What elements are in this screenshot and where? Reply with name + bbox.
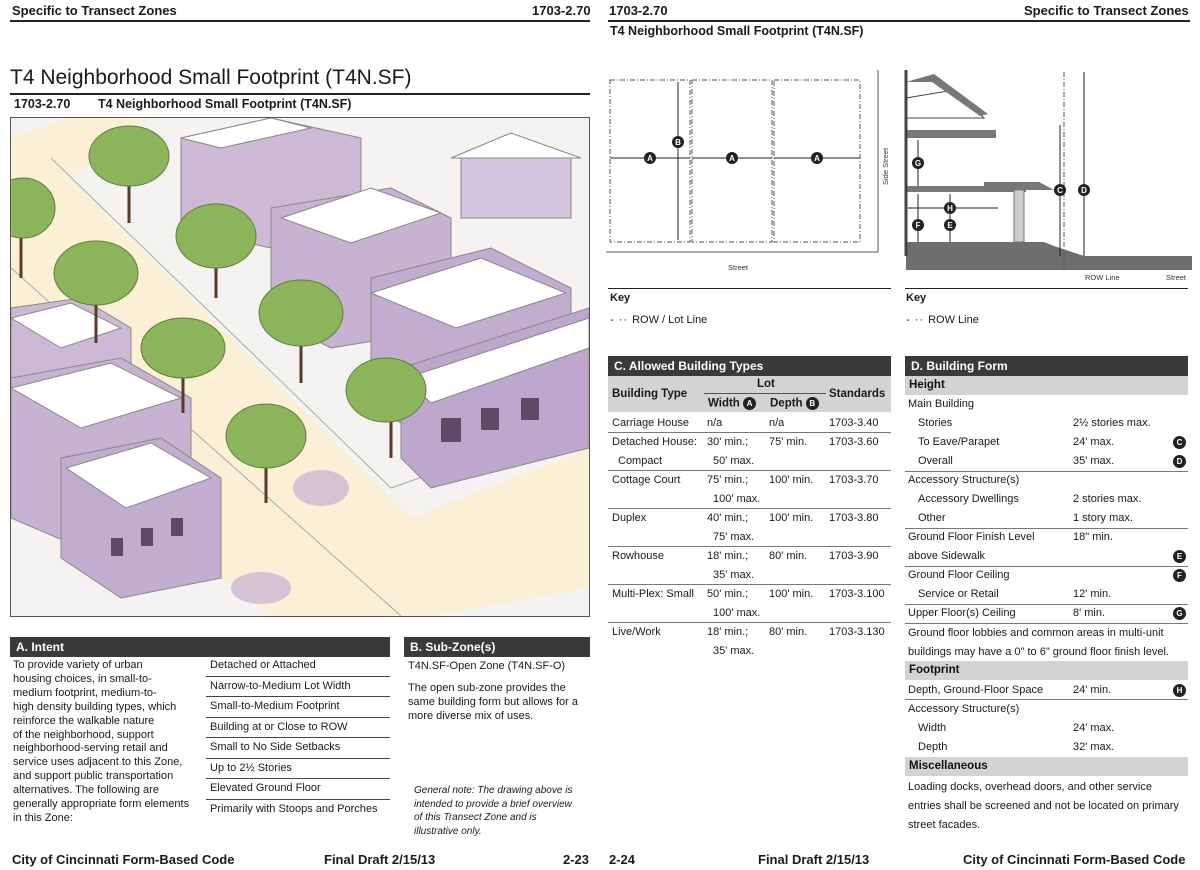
- service-label: Service or Retail: [918, 588, 999, 600]
- misc-heading: Miscellaneous: [905, 757, 1188, 776]
- lot-depth-value: 80' min.: [769, 626, 808, 638]
- accessory-label: Accessory Structure(s): [908, 474, 1020, 486]
- acc-width-value: 24' max.: [1073, 722, 1115, 734]
- svg-text:H: H: [947, 204, 953, 213]
- marker-e: E: [1173, 550, 1186, 563]
- subzone-name: T4N.SF-Open Zone (T4N.SF-O): [408, 660, 566, 672]
- building-type-name: Cottage Court: [612, 474, 681, 486]
- building-type-row: [608, 623, 891, 661]
- building-type-name: Carriage House: [612, 417, 690, 429]
- building-type-row: [608, 547, 891, 585]
- upper-label: Upper Floor(s) Ceiling: [908, 607, 1016, 619]
- general-note: General note: The drawing above is intended to provide a brief overview of this Transect Zone and is illustrative only.: [414, 785, 573, 837]
- lot-depth-value: 100' min.: [769, 474, 814, 486]
- acc-dwellings-label: Accessory Dwellings: [918, 493, 1019, 505]
- lot-width-value: 18' min.;: [707, 550, 749, 562]
- building-type-name: Multi-Plex: Small: [612, 588, 694, 600]
- right-subtitle: T4 Neighborhood Small Footprint (T4N.SF): [610, 24, 864, 38]
- svg-text:A: A: [647, 154, 653, 163]
- form-element-item: Up to 2½ Stories: [206, 759, 390, 780]
- gff-value: 18" min.: [1073, 531, 1113, 543]
- lot-diagram: [606, 70, 894, 280]
- svg-text:A: A: [729, 154, 735, 163]
- right-footer-draft: Final Draft 2/15/13: [758, 852, 870, 867]
- svg-text:A: A: [814, 154, 820, 163]
- lot-depth-value: 75' min.: [769, 436, 808, 448]
- intent-text: To provide variety of urban housing choices, in small-to- medium footprint, medium-to- high density building types, which reinforce the walkable nature of the neighborhood, support neighborhood-serving retail and service uses adjacent to this Zone, and support public transportation alternatives. The following are generally appropriate form elements in this Zone:: [13, 659, 190, 824]
- gff-label: Ground Floor Finish Level: [908, 531, 1035, 543]
- building-type-row: [608, 509, 891, 547]
- acc-depth-value: 32' max.: [1073, 741, 1115, 753]
- acc-depth-label: Depth: [918, 741, 948, 753]
- right-page-number: 2-24: [609, 852, 636, 867]
- form-element-item: Small-to-Medium Footprint: [206, 697, 390, 718]
- lot-width-value: 75' min.;: [707, 474, 749, 486]
- lot-width-value: 50' min.;: [707, 588, 749, 600]
- lot-width-value: 35' max.: [713, 645, 755, 657]
- lot-street-label: Street: [728, 263, 749, 272]
- lot-width-value: 100' max.: [713, 493, 761, 505]
- eave-label: To Eave/Parapet: [918, 436, 1000, 448]
- other-value: 1 story max.: [1073, 512, 1133, 524]
- left-page-number: 2-23: [563, 852, 590, 867]
- marker-g: G: [1173, 607, 1186, 620]
- row-line-label: ROW Line: [1085, 273, 1120, 282]
- lobby-note: Ground floor lobbies and common areas in multi-unit: [908, 627, 1164, 639]
- lot-width-value: n/a: [707, 417, 723, 429]
- footprint-heading: Footprint: [905, 661, 1188, 680]
- right-running-header: Specific to Transect Zones: [1024, 3, 1189, 18]
- left-footer-title: City of Cincinnati Form-Based Code: [12, 852, 235, 867]
- standards-reference: 1703-3.60: [829, 436, 879, 448]
- depth-ground-value: 24' min.: [1073, 684, 1112, 696]
- main-building-label: Main Building: [908, 398, 975, 410]
- building-type-name: Live/Work: [612, 626, 661, 638]
- service-value: 12' min.: [1073, 588, 1112, 600]
- building-type-name: Rowhouse: [612, 550, 664, 562]
- lobby-note-2: buildings may have a 0" to 6" ground floor finish level.: [908, 646, 1169, 658]
- col-lot: Lot: [757, 378, 775, 390]
- neighborhood-illustration: [10, 117, 590, 617]
- lot-width-value: 50' max.: [713, 455, 755, 467]
- standards-reference: 1703-3.100: [829, 588, 885, 600]
- intent-heading: A. Intent: [10, 637, 390, 657]
- standards-reference: 1703-3.40: [829, 417, 879, 429]
- lot-width-value: 18' min.;: [707, 626, 749, 638]
- form-element-item: Primarily with Stoops and Porches: [210, 802, 378, 815]
- standards-reference: 1703-3.90: [829, 550, 879, 562]
- depth-ground-label: Depth, Ground-Floor Space: [908, 684, 1044, 696]
- overall-label: Overall: [918, 455, 953, 467]
- intent-form-elements: [206, 656, 390, 819]
- svg-text:C: C: [1057, 186, 1063, 195]
- lot-depth-value: 100' min.: [769, 588, 814, 600]
- svg-text:D: D: [1081, 186, 1087, 195]
- col-width: Width A: [708, 397, 756, 410]
- stories-label: Stories: [918, 417, 953, 429]
- building-type-row: [608, 414, 891, 433]
- marker-d: D: [1173, 455, 1186, 468]
- form-element-item: Elevated Ground Floor: [206, 779, 390, 800]
- height-heading: Height: [905, 376, 1188, 395]
- lot-width-value: 75' max.: [713, 531, 755, 543]
- svg-text:F: F: [915, 221, 921, 230]
- standards-reference: 1703-3.130: [829, 626, 885, 638]
- lot-depth-value: 80' min.: [769, 550, 808, 562]
- left-footer-draft: Final Draft 2/15/13: [324, 852, 436, 867]
- gfc-label: Ground Floor Ceiling: [908, 569, 1010, 581]
- standards-reference: 1703-3.80: [829, 512, 879, 524]
- form-element-item: Narrow-to-Medium Lot Width: [206, 677, 390, 698]
- lot-depth-value: 100' min.: [769, 512, 814, 524]
- figure-caption-code: 1703-2.70: [14, 97, 71, 111]
- svg-text:E: E: [947, 221, 953, 230]
- section-diagram: [904, 70, 1194, 285]
- svg-text:G: G: [914, 159, 922, 168]
- acc-width-label: Width: [918, 722, 947, 734]
- upper-value: 8' min.: [1073, 607, 1106, 619]
- page-title: T4 Neighborhood Small Footprint (T4N.SF): [10, 66, 412, 89]
- figure-caption-title: T4 Neighborhood Small Footprint (T4N.SF): [98, 97, 352, 111]
- lot-width-value: 35' max.: [713, 569, 755, 581]
- marker-f: F: [1173, 569, 1186, 582]
- building-type-name: Compact: [618, 455, 663, 467]
- building-type-row: [608, 433, 891, 471]
- allowed-types-heading: C. Allowed Building Types: [608, 356, 891, 376]
- building-form-heading: D. Building Form: [905, 356, 1188, 376]
- subzone-heading: B. Sub-Zone(s): [404, 637, 590, 657]
- form-element-item: Building at or Close to ROW: [206, 718, 390, 739]
- eave-value: 24' max.: [1073, 436, 1115, 448]
- marker-h: H: [1173, 684, 1186, 697]
- right-page-section-number: 1703-2.70: [609, 3, 668, 18]
- marker-c: C: [1173, 436, 1186, 449]
- acc-dwellings-value: 2 stories max.: [1073, 493, 1142, 505]
- misc-text: Loading docks, overhead doors, and other service entries shall be screened and not be located on primary street facades.: [908, 781, 1179, 831]
- form-element-item: Small to No Side Setbacks: [206, 738, 390, 759]
- accessory-label-2: Accessory Structure(s): [908, 703, 1020, 715]
- neighborhood-illustration-svg: [11, 118, 589, 616]
- lot-key-title: Key: [610, 292, 631, 304]
- col-standards: Standards: [829, 388, 886, 400]
- gff-label-2: above Sidewalk: [908, 550, 986, 562]
- lot-width-value: 100' max.: [713, 607, 761, 619]
- col-depth: Depth B: [770, 397, 819, 410]
- overall-value: 35' max.: [1073, 455, 1115, 467]
- right-footer-title: City of Cincinnati Form-Based Code: [963, 852, 1186, 867]
- section-street-label: Street: [1166, 273, 1187, 282]
- svg-text:B: B: [675, 138, 681, 147]
- building-type-name: Duplex: [612, 512, 647, 524]
- side-street-label: Side Street: [881, 147, 890, 185]
- standards-reference: 1703-3.70: [829, 474, 879, 486]
- stories-value: 2½ stories max.: [1073, 417, 1151, 429]
- left-running-header: Specific to Transect Zones: [12, 3, 177, 18]
- lot-depth-value: n/a: [769, 417, 785, 429]
- col-building-type: Building Type: [612, 388, 688, 400]
- lot-width-value: 30' min.;: [707, 436, 749, 448]
- subzone-text: The open sub-zone provides the same building form but allows for a more diverse mix of uses.: [408, 682, 578, 722]
- other-label: Other: [918, 512, 946, 524]
- left-page-section-number: 1703-2.70: [532, 3, 591, 18]
- lot-key-item: - ·· ROW / Lot Line: [610, 314, 708, 326]
- lot-width-value: 40' min.;: [707, 512, 749, 524]
- building-type-name: Detached House:: [612, 436, 697, 448]
- building-type-row: [608, 585, 891, 623]
- section-key-title: Key: [906, 292, 927, 304]
- building-type-row: [608, 471, 891, 509]
- section-key-item: - ·· ROW Line: [906, 314, 979, 326]
- form-element-item: Detached or Attached: [206, 656, 390, 677]
